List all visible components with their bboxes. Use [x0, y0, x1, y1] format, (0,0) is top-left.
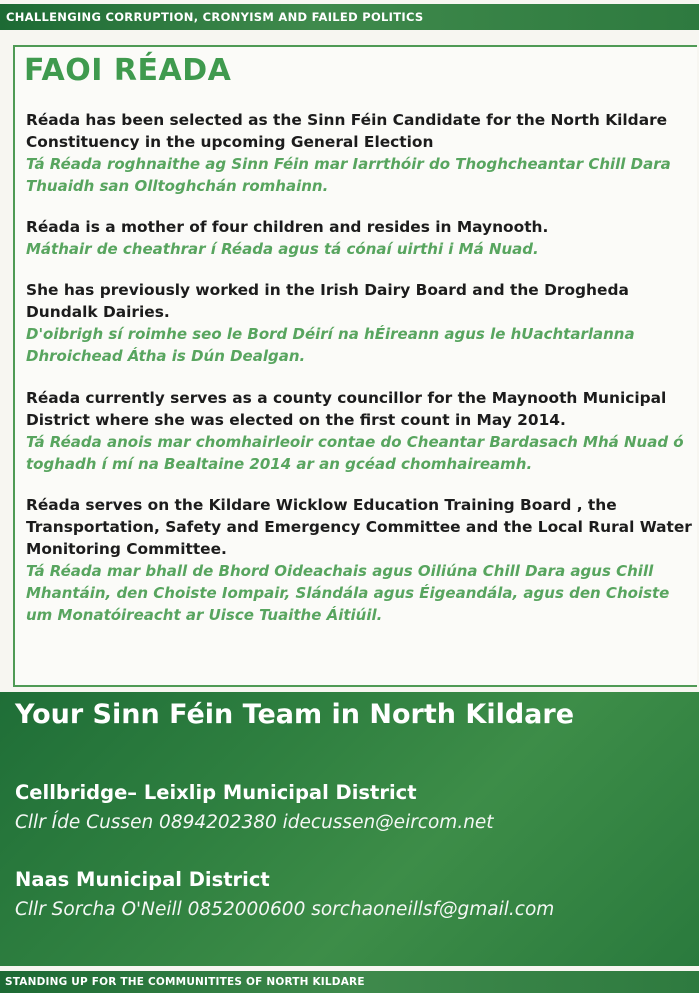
paragraph-irish: Tá Réada roghnaithe ag Sinn Féin mar Iarrthóir do Thoghcheantar Chill Dara Thuaidh san Olltoghchán romhainn. [26, 155, 671, 195]
paragraph-irish: Máthair de cheathrar í Réada agus tá cónaí uirthi i Má Nuad. [26, 240, 539, 258]
team-title: Your Sinn Féin Team in North Kildare [15, 699, 575, 730]
paragraph-committees [26, 494, 696, 626]
team-section [0, 692, 699, 966]
paragraph-english: Réada has been selected as the Sinn Féin Candidate for the North Kildare Constituency in the upcoming General Election [26, 111, 668, 151]
paragraph-candidacy [26, 109, 696, 197]
paragraph-irish: Tá Réada anois mar chomhairleoir contae do Cheantar Bardasach Mhá Nuad ó toghadh í mí na Bealtaine 2014 ar an gcéad chomhaireamh. [26, 433, 684, 473]
paragraph-family [26, 216, 696, 260]
header-tagline: CHALLENGING CORRUPTION, CRONYISM AND FAILED POLITICS [0, 4, 699, 30]
contact-ide-cussen: Cllr Íde Cussen 0894202380 idecussen@eircom.net [15, 812, 494, 833]
paragraph-irish: Tá Réada mar bhall de Bhord Oideachais agus Oiliúna Chill Dara agus Chill Mhantáin, den Choiste Iompair, Slándála agus Éigeandála, agus den Choiste um Monatóireacht ar Uisce Tuaithe Áitiúil. [26, 562, 670, 624]
paragraph-english: She has previously worked in the Irish Dairy Board and the Drogheda Dundalk Dairies. [26, 281, 629, 321]
contact-sorcha-oneill: Cllr Sorcha O'Neill 0852000600 sorchaoneillsf@gmail.com [15, 899, 555, 920]
paragraph-councillor [26, 387, 696, 475]
section-title: FAOI RÉADA [24, 53, 232, 88]
about-section [13, 45, 697, 687]
footer-tagline: STANDING UP FOR THE COMMUNITITES OF NORTH KILDARE [0, 971, 699, 993]
paragraph-irish: D'oibrigh sí roimhe seo le Bord Déirí na hÉireann agus le hUachtarlanna Dhroichead Átha is Dún Dealgan. [26, 325, 635, 365]
district-name-naas: Naas Municipal District [15, 868, 270, 891]
paragraph-english: Réada serves on the Kildare Wicklow Education Training Board , the Transportation, Safety and Emergency Committee and the Local Rural Water Monitoring Committee. [26, 496, 692, 558]
district-name-cellbridge-leixlip: Cellbridge– Leixlip Municipal District [15, 781, 417, 804]
paragraph-english: Réada is a mother of four children and resides in Maynooth. [26, 218, 549, 236]
paragraph-work [26, 279, 696, 367]
paragraph-english: Réada currently serves as a county councillor for the Maynooth Municipal District where she was elected on the first count in May 2014. [26, 389, 667, 429]
